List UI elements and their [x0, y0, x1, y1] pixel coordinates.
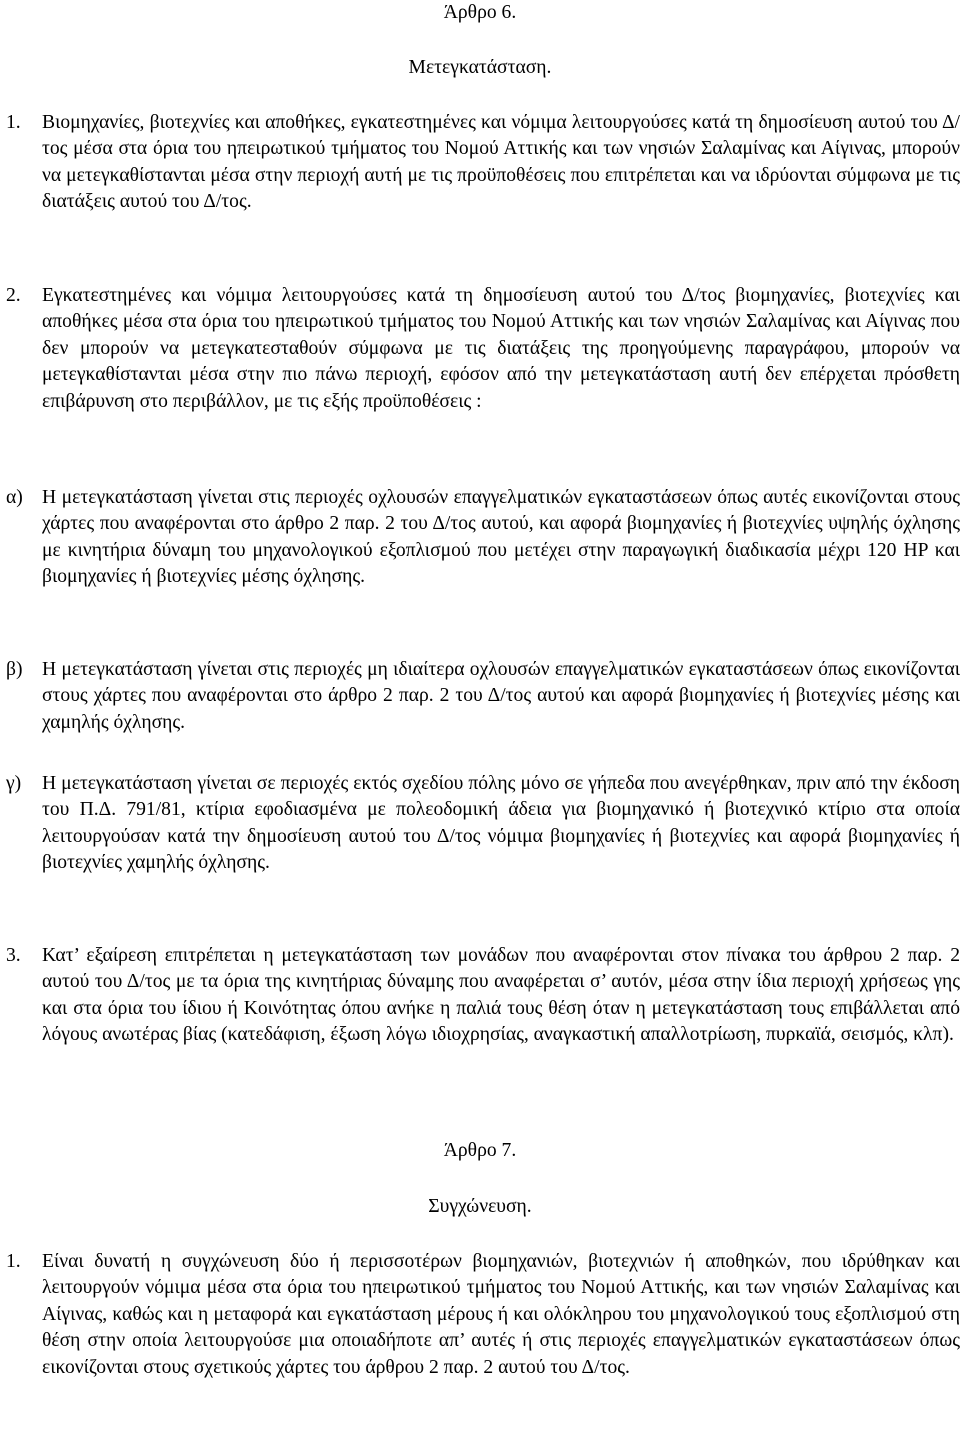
subparagraph-c: Η μετεγκατάσταση γίνεται σε περιοχές εκτός σχεδίου πόλης μόνο σε γήπεδα που ανεγέρθηκαν, πριν από την έκδοση του Π.Δ. 791/81, κτίρια εφοδιασμένα με πολεοδομική άδεια για βιομηχανικό ή βιοτεχνικό κτίριο στα οποία λειτουργούσαν κατά την δημοσίευση αυτού του Δ/τος νόμιμα βιομηχανίες ή βιοτεχνίες και αφορά βιομηχανίες ή βιοτεχνίες χαμηλής όχλησης.	[42, 773, 960, 874]
article-6-subtitle: Μετεγκατάσταση.	[408, 57, 552, 78]
subparagraph-a-marker: α)	[6, 487, 23, 508]
subparagraph-b: Η μετεγκατάσταση γίνεται στις περιοχές μη ιδιαίτερα οχλουσών επαγγελματικών εγκαταστάσεων όπως εικονίζονται στους χάρτες που αναφέρονται στο άρθρο 2 παρ. 2 του Δ/τος αυτού και αφορά βιομηχανίες ή βιοτεχνίες μέσης και χαμηλής όχλησης.	[42, 659, 960, 733]
subparagraph-b-marker: β)	[6, 659, 23, 680]
subparagraph-c-marker: γ)	[6, 773, 22, 794]
paragraph-6-3: Κατ’ εξαίρεση επιτρέπεται η μετεγκατάσταση των μονάδων που αναφέρονται στον πίνακα του άρθρου 2 παρ. 2 αυτού του Δ/τος με τα όρια της κινητήριας δύναμης που αναφέρεται σ’ αυτόν, μέσα στην ίδια περιοχή χρήσεως γης και στα όρια του ίδιου ή Κοινότητας όπου ανήκε η παλιά τους θέση όταν η μετεγκατάσταση τους επιβάλλεται από λόγους ανωτέρας βίας (κατεδάφιση, έξωση λόγω ιδιοχρησίας, αναγκαστική απαλλοτρίωση, πυρκαϊά, σεισμός, κλπ).	[42, 945, 960, 1046]
paragraph-6-1: Βιομηχανίες, βιοτεχνίες και αποθήκες, εγκατεστημένες και νόμιμα λειτουργούσες κατά τη δημοσίευση αυτού του Δ/τος μέσα στα όρια του ηπειρωτικού τμήματος του Νομού Αττικής και των νησιών Σαλαμίνας και Αίγινας, μπορούν να μετεγκαθίστανται μέσα στην περιοχή αυτή με τις προϋποθέσεις που επιτρέπεται και να ιδρύονται σύμφωνα με τις διατάξεις αυτού του Δ/τος.	[42, 112, 960, 213]
article-7-subtitle: Συγχώνευση.	[428, 1196, 532, 1217]
article-7-title: Άρθρο 7.	[443, 1140, 517, 1161]
paragraph-6-2: Εγκατεστημένες και νόμιμα λειτουργούσες κατά τη δημοσίευση αυτού του Δ/τος βιομηχανίες, βιοτεχνίες και αποθήκες μέσα στα όρια του ηπειρωτικού τμήματος του Νομού Αττικής και των νησιών Σαλαμίνας και Αίγινας που δεν μπορούν να μετεγκατεσταθούν σύμφωνα με τις διατάξεις της προηγούμενης παραγράφου, μπορούν να μετεγκαθίστανται μέσα στην πιο πάνω περιοχή, εφόσον από την μετεγκατάσταση αυτή δεν επέρχεται πρόσθετη επιβάρυνση στο περιβάλλον, με τις εξής προϋποθέσεις :	[42, 285, 960, 412]
paragraph-6-3-number: 3.	[6, 945, 21, 966]
subparagraph-a: Η μετεγκατάσταση γίνεται στις περιοχές οχλουσών επαγγελματικών εγκαταστάσεων όπως αυτές εικονίζονται στους χάρτες που αναφέρονται στο άρθρο 2 παρ. 2 του Δ/τος αυτού, και αφορά βιομηχανίες ή βιοτεχνίες υψηλής όχλησης με κινητήρια δύναμη του μηχανολογικού εξοπλισμού που μετέχει στην παραγωγική διαδικασία μέχρι 120 HP και βιομηχανίες ή βιοτεχνίες μέσης όχλησης.	[42, 487, 960, 588]
paragraph-6-1-number: 1.	[6, 112, 21, 133]
paragraph-6-2-number: 2.	[6, 285, 21, 306]
paragraph-7-1: Είναι δυνατή η συγχώνευση δύο ή περισσοτέρων βιομηχανιών, βιοτεχνιών ή αποθηκών, που ιδρύθηκαν και λειτουργούν νόμιμα μέσα στα όρια του ηπειρωτικού τμήματος του Νομού Αττικής, και των νησιών Σαλαμίνας και Αίγινας, καθώς και η μεταφορά και εγκατάσταση μέρους ή και ολόκληρου του μηχανολογικού τους εξοπλισμού στη θέση στην οποία λειτουργούσε μια οποιαδήποτε απ’ αυτές ή στις περιοχές επαγγελματικών εγκαταστάσεων όπως εικονίζονται στους σχετικούς χάρτες του άρθρου 2 παρ. 2 αυτού του Δ/τος.	[42, 1251, 960, 1378]
article-6-title: Άρθρο 6.	[443, 2, 517, 23]
paragraph-7-1-number: 1.	[6, 1251, 21, 1272]
